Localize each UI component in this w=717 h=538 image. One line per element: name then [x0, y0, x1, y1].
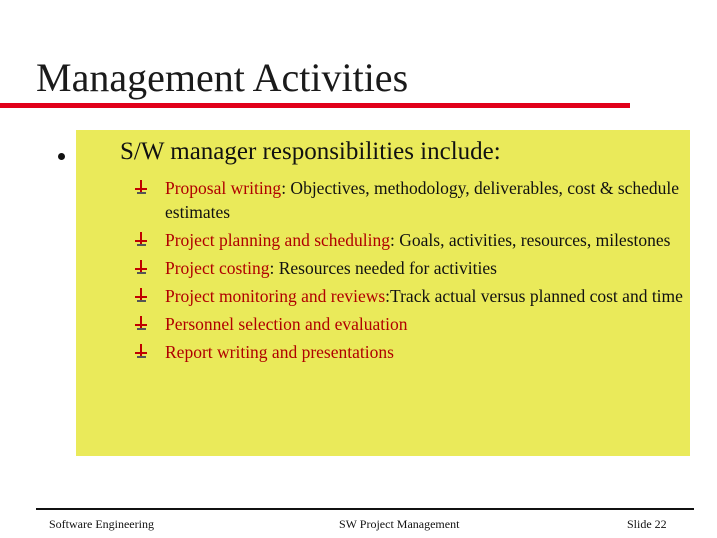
list-item	[134, 256, 694, 280]
bullet-icon	[134, 288, 148, 302]
item-lead: Project monitoring and reviews	[165, 286, 386, 306]
main-bullet-dot	[58, 153, 65, 160]
item-lead: Personnel selection and evaluation	[165, 314, 408, 334]
item-rest: : Objectives, methodology, deliverables, cost & schedule estimates	[165, 178, 680, 222]
list-item	[134, 312, 694, 336]
bullet-icon	[134, 180, 148, 194]
item-lead: Proposal writing	[165, 178, 282, 198]
item-rest: : Resources needed for activities	[269, 258, 497, 278]
item-lead: Report writing and presentations	[165, 342, 394, 362]
item-rest: :Track actual versus planned cost and time	[385, 286, 683, 306]
item-lead: Project costing	[165, 258, 270, 278]
bullet-icon	[134, 344, 148, 358]
list-item	[134, 284, 694, 308]
footer-divider	[36, 508, 694, 510]
list-item	[134, 340, 694, 364]
slide-title: Management Activities	[36, 55, 409, 100]
item-lead: Project planning and scheduling	[165, 230, 391, 250]
bullet-icon	[134, 232, 148, 246]
sub-bullet-list	[134, 176, 694, 368]
bullet-icon	[134, 260, 148, 274]
list-item	[134, 228, 694, 252]
list-item	[134, 176, 694, 224]
footer-course: Software Engineering	[49, 517, 154, 531]
footer-topic: SW Project Management	[339, 517, 460, 531]
item-rest: : Goals, activities, resources, milestones	[390, 230, 671, 250]
footer-slide-number: Slide 22	[627, 517, 667, 531]
main-bullet-text: S/W manager responsibilities include:	[120, 138, 501, 165]
title-underline	[0, 103, 630, 108]
bullet-icon	[134, 316, 148, 330]
